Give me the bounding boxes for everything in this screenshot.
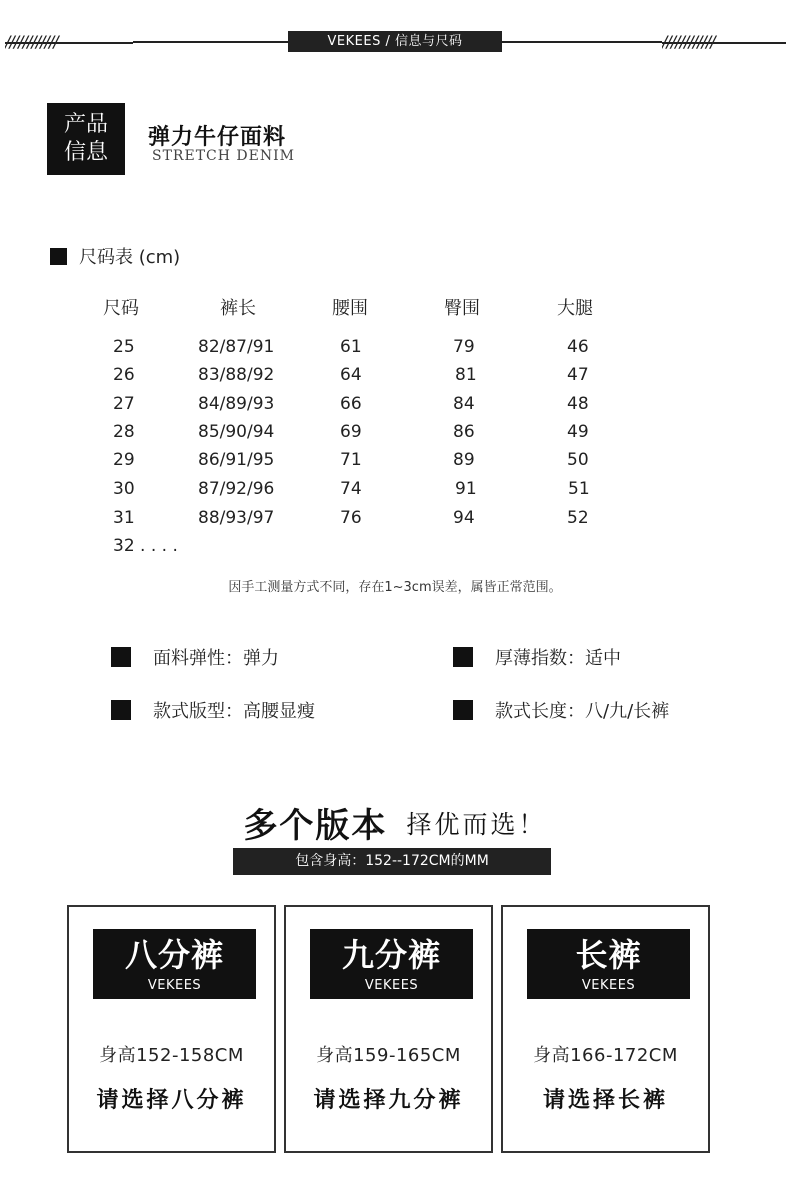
attr-thickness [453, 644, 621, 670]
cell-length: 88/93/97 [198, 508, 275, 528]
cell-length: 87/92/96 [198, 479, 275, 499]
cell-hip: 79 [453, 337, 475, 357]
attr-length-text: 款式长度：八/九/长裤 [495, 701, 670, 722]
cell-size: 26 [113, 365, 135, 385]
card-pick: 请选择八分裤 [96, 1088, 247, 1113]
cell-size: 27 [113, 394, 135, 414]
cell-length: 86/91/95 [198, 450, 275, 470]
cell-length: 83/88/92 [198, 365, 275, 385]
cell-hip: 94 [453, 508, 475, 528]
card-label: 八分裤 [124, 936, 224, 974]
cell-hip: 86 [453, 422, 475, 442]
card-label-box [527, 929, 690, 999]
version-card-cropped[interactable] [67, 905, 276, 1153]
cell-length: 82/87/91 [198, 337, 275, 357]
cell-size: 31 [113, 508, 135, 528]
square-bullet-icon [50, 248, 67, 265]
cell-thigh: 46 [567, 337, 589, 357]
cell-thigh: 47 [567, 365, 589, 385]
card-brand: VEKEES [364, 978, 419, 993]
square-bullet-icon [453, 700, 473, 720]
attr-elasticity-text: 面料弹性：弹力 [153, 648, 279, 669]
cell-hip: 84 [453, 394, 475, 414]
product-info-box [47, 103, 125, 175]
attr-fit-text: 款式版型：高腰显瘦 [153, 701, 315, 722]
cell-thigh: 48 [567, 394, 589, 414]
attr-fit [111, 697, 315, 723]
cell-size: 28 [113, 422, 135, 442]
header-left-hatch [5, 34, 133, 50]
cell-waist: 66 [340, 394, 362, 414]
header-right-hatch [662, 34, 786, 50]
measurement-note: 因手工测量方式不同，存在1~3cm误差，属皆正常范围。 [228, 580, 562, 595]
cell-thigh: 50 [567, 450, 589, 470]
cell-size: 25 [113, 337, 135, 357]
product-info-line2: 信息 [63, 140, 108, 165]
version-card-ninth[interactable] [284, 905, 493, 1153]
cell-waist: 61 [340, 337, 362, 357]
versions-title-big: 多个版本 [243, 806, 388, 846]
fabric-subtitle: STRETCH DENIM [152, 148, 295, 164]
cell-length: 85/90/94 [198, 422, 275, 442]
col-header-hip: 臀围 [444, 298, 480, 319]
card-height: 身高152-158CM [99, 1045, 244, 1066]
header-rule-left [133, 41, 288, 43]
card-brand: VEKEES [581, 978, 636, 993]
col-header-waist: 腰围 [332, 298, 368, 319]
card-height: 身高166-172CM [533, 1045, 678, 1066]
header-left-strokes: //////////// [5, 34, 58, 50]
card-label-box [310, 929, 473, 999]
card-pick: 请选择长裤 [542, 1088, 668, 1113]
cell-waist: 76 [340, 508, 362, 528]
card-height: 身高159-165CM [316, 1045, 461, 1066]
cell-thigh: 51 [568, 479, 590, 499]
attr-length [453, 697, 669, 723]
cell-size: 29 [113, 450, 135, 470]
size-chart-title-text: 尺码表 (cm) [79, 247, 181, 268]
cell-waist: 64 [340, 365, 362, 385]
versions-title [0, 798, 790, 847]
versions-title-small: 择优而选！ [406, 809, 547, 839]
cell-thigh: 49 [567, 422, 589, 442]
col-header-thigh: 大腿 [557, 298, 593, 319]
square-bullet-icon [111, 700, 131, 720]
cell-size: 30 [113, 479, 135, 499]
cell-hip: 81 [455, 365, 477, 385]
square-bullet-icon [453, 647, 473, 667]
card-pick: 请选择九分裤 [313, 1088, 464, 1113]
cell-hip: 89 [453, 450, 475, 470]
header-badge: VEKEES / 信息与尺码 [288, 31, 502, 52]
attr-elasticity [111, 644, 279, 670]
col-header-size: 尺码 [103, 298, 139, 319]
square-bullet-icon [111, 647, 131, 667]
card-label: 九分裤 [341, 936, 441, 974]
version-card-long[interactable] [501, 905, 710, 1153]
versions-height-band: 包含身高：152--172CM的MM [233, 848, 551, 875]
header-right-strokes: //////////// [662, 34, 715, 50]
col-header-length: 裤长 [220, 298, 256, 319]
card-label-box [93, 929, 256, 999]
card-brand: VEKEES [147, 978, 202, 993]
attr-thickness-text: 厚薄指数：适中 [495, 648, 621, 669]
card-label: 长裤 [575, 936, 642, 974]
cell-waist: 71 [340, 450, 362, 470]
header-rule-right [502, 41, 662, 43]
size-chart-title [50, 243, 180, 269]
table-row-more: 32 . . . . [113, 536, 178, 556]
cell-length: 84/89/93 [198, 394, 275, 414]
cell-thigh: 52 [567, 508, 589, 528]
product-info-line1: 产品 [63, 112, 108, 137]
fabric-title: 弹力牛仔面料 [148, 125, 287, 150]
cell-waist: 69 [340, 422, 362, 442]
cell-hip: 91 [455, 479, 477, 499]
cell-waist: 74 [340, 479, 362, 499]
